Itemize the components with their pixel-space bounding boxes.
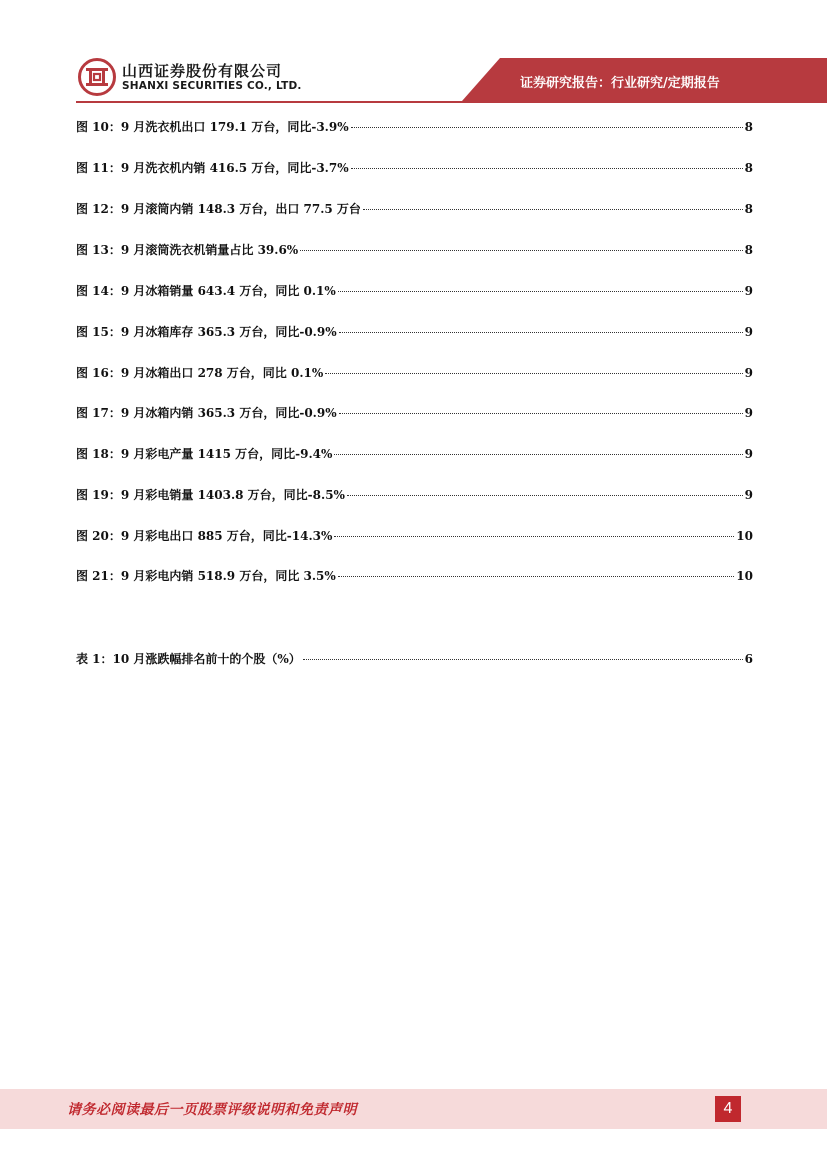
toc-entry-title: 图 13：9 月滚筒洗衣机销量占比 39.6% (76, 243, 299, 257)
toc-entry-figure-20[interactable] (76, 527, 753, 545)
toc-entry-title: 图 20：9 月彩电出口 885 万台，同比-14.3% (76, 529, 333, 543)
toc-entry-figure-12[interactable] (76, 200, 753, 218)
toc-leader-dots (303, 659, 743, 660)
toc-leader-dots (338, 576, 735, 577)
toc-leader-dots (351, 127, 743, 128)
toc-entry-title: 图 12：9 月滚筒内销 148.3 万台，出口 77.5 万台 (76, 202, 361, 216)
toc-entry-title: 图 11：9 月洗衣机内销 416.5 万台，同比-3.7% (76, 161, 349, 175)
toc-entry-title: 图 18：9 月彩电产量 1415 万台，同比-9.4% (76, 447, 333, 461)
toc-entry-page: 9 (744, 284, 753, 298)
toc-entry-figure-13[interactable] (76, 241, 753, 259)
toc-entry-page: 9 (744, 366, 753, 380)
toc-entry-figure-19[interactable] (76, 486, 753, 504)
company-logo-icon (78, 58, 116, 96)
toc-entry-page: 8 (744, 120, 753, 134)
toc-entry-table-1[interactable] (76, 650, 753, 668)
toc-entry-page: 9 (744, 325, 753, 339)
toc-entry-figure-11[interactable] (76, 159, 753, 177)
toc-entry-figure-10[interactable] (76, 118, 753, 136)
toc-entry-figure-18[interactable] (76, 445, 753, 463)
toc-entry-page: 8 (744, 243, 753, 257)
toc-entry-title: 表 1：10 月涨跌幅排名前十的个股（%） (76, 652, 301, 666)
toc-leader-dots (351, 168, 743, 169)
toc-leader-dots (363, 209, 743, 210)
toc-entry-title: 图 16：9 月冰箱出口 278 万台，同比 0.1% (76, 366, 324, 380)
toc-leader-dots (334, 454, 742, 455)
toc-entry-page: 9 (744, 488, 753, 502)
toc-entry-title: 图 10：9 月洗衣机出口 179.1 万台，同比-3.9% (76, 120, 349, 134)
toc-entry-page: 9 (744, 406, 753, 420)
toc-entry-page: 8 (744, 202, 753, 216)
toc-leader-dots (338, 291, 743, 292)
toc-leader-dots (334, 536, 734, 537)
header-rule (76, 101, 827, 103)
toc-leader-dots (325, 373, 742, 374)
report-type: 证券研究报告：行业研究/定期报告 (520, 76, 720, 91)
footer-disclaimer: 请务必阅读最后一页股票评级说明和免责声明 (67, 1102, 357, 1118)
toc-leader-dots (339, 413, 743, 414)
company-name-cn: 山西证券股份有限公司 (122, 62, 283, 80)
toc-entry-title: 图 15：9 月冰箱库存 365.3 万台，同比-0.9% (76, 325, 337, 339)
toc-entry-figure-16[interactable] (76, 364, 753, 382)
toc-leader-dots (339, 332, 743, 333)
toc-entry-figure-14[interactable] (76, 282, 753, 300)
toc-leader-dots (347, 495, 743, 496)
toc-entry-page: 8 (744, 161, 753, 175)
toc-entry-figure-17[interactable] (76, 404, 753, 422)
toc-entry-title: 图 21：9 月彩电内销 518.9 万台，同比 3.5% (76, 569, 336, 583)
toc-entry-page: 6 (744, 652, 753, 666)
toc-entry-figure-21[interactable] (76, 567, 753, 585)
toc-entry-title: 图 19：9 月彩电销量 1403.8 万台，同比-8.5% (76, 488, 345, 502)
toc-entry-page: 9 (744, 447, 753, 461)
toc-entry-figure-15[interactable] (76, 323, 753, 341)
toc-entry-page: 10 (736, 569, 753, 583)
toc-entry-title: 图 17：9 月冰箱内销 365.3 万台，同比-0.9% (76, 406, 337, 420)
page-header (0, 0, 827, 104)
company-name-en: SHANXI SECURITIES CO., LTD. (122, 80, 302, 92)
page-number: 4 (715, 1096, 741, 1122)
toc-entry-page: 10 (736, 529, 753, 543)
toc-entry-title: 图 14：9 月冰箱销量 643.4 万台，同比 0.1% (76, 284, 336, 298)
toc-leader-dots (300, 250, 742, 251)
